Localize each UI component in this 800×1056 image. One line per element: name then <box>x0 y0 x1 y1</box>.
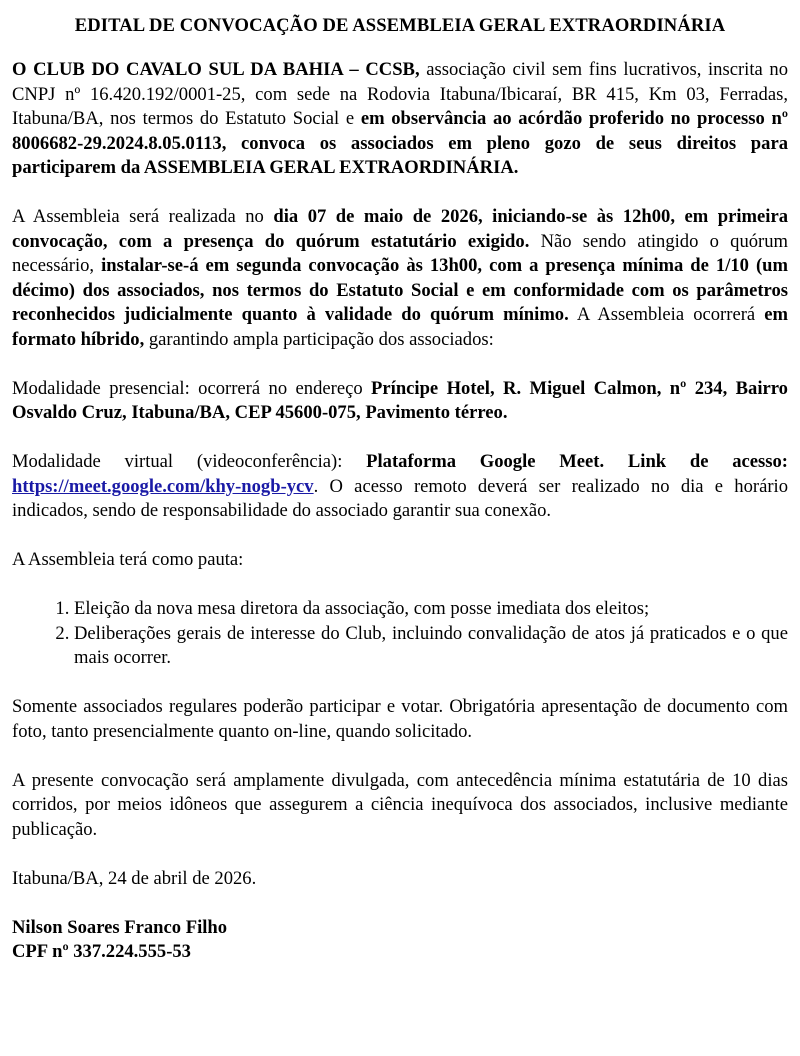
first-call-text: dia 07 de maio de 2026, iniciando-se às 12h00, em primeira convocação, com a presença do quórum estatutário exigido. <box>12 206 788 252</box>
signatory-name: Nilson Soares Franco Filho <box>12 916 228 938</box>
hybrid-format-text: em formato híbrido, <box>12 304 788 350</box>
agenda-item: 2. Deliberações gerais de interesse do Club, incluindo convalidação de atos já praticados e o que mais ocorrer. <box>74 622 788 671</box>
paragraph-agenda-intro: A Assembleia terá como pauta: <box>12 549 244 570</box>
agenda-item: 1. Eleição da nova mesa diretora da associação, com posse imediata dos eleitos; <box>74 597 788 622</box>
organization-name: O CLUB DO CAVALO SUL DA BAHIA – CCSB, <box>12 59 420 80</box>
second-call-text: instalar-se-á em segunda convocação às 13h00, com a presença mínima de 1/10 (um décimo) dos associados, nos termos do Estatuto Social e em conformidade com os parâmetros reconhecidos judicialmente quanto à validade do quórum mínimo. <box>12 255 788 325</box>
paragraph-in-person: Modalidade presencial: ocorrerá no endereço Príncipe Hotel, R. Miguel Calmon, nº 234, Bairro Osvaldo Cruz, Itabuna/BA, CEP 45600-075, Pavimento térreo. <box>12 377 788 423</box>
paragraph-eligibility: Somente associados regulares poderão participar e votar. Obrigatória apresentação de documento com foto, tanto presencialmente quanto on-line, quando solicitado. <box>12 696 788 742</box>
paragraph-schedule: A Assembleia será realizada no dia 07 de maio de 2026, iniciando-se às 12h00, em primeira convocação, com a presença do quórum estatutário exigido. Não sendo atingido o quórum necessário, instalar-se-á em segunda convocação às 13h00, com a presença mínima de 1/10 (um décimo) dos associados, nos termos do Estatuto Social e em conformidade com os parâmetros reconhecidos judicialmente quanto à validade do quórum mínimo. A Assembleia ocorrerá em formato híbrido, garantindo ampla participação dos associados: <box>12 206 788 350</box>
paragraph-convocation: O CLUB DO CAVALO SUL DA BAHIA – CCSB, associação civil sem fins lucrativos, inscrita no CNPJ nº 16.420.192/0001-25, com sede na Rodovia Itabuna/Ibicaraí, BR 415, Km 03, Ferradas, Itabuna/BA, nos termos do Estatuto Social e em observância ao acórdão proferido no processo nº 8006682-29.2024.8.05.0113, convoca os associados em pleno gozo de seus direitos para participarem da ASSEMBLEIA GERAL EXTRAORDINÁRIA. <box>12 59 789 178</box>
agenda-list <box>12 597 788 671</box>
document-title: EDITAL DE CONVOCAÇÃO DE ASSEMBLEIA GERAL EXTRAORDINÁRIA <box>74 15 726 36</box>
platform-text: Plataforma Google Meet. Link de acesso: <box>366 451 788 472</box>
document-page <box>12 0 788 965</box>
signatory-cpf: CPF nº 337.224.555-53 <box>12 941 191 962</box>
place-date: Itabuna/BA, 24 de abril de 2026. <box>12 867 257 889</box>
court-decision-text: em observância ao acórdão proferido no processo nº 8006682-29.2024.8.05.0113, convoca os associados em pleno gozo de seus direitos para participarem da ASSEMBLEIA GERAL EXTRAORDINÁRIA. <box>12 108 788 178</box>
paragraph-publicity: A presente convocação será amplamente divulgada, com antecedência mínima estatutária de 10 dias corridos, por meios idôneos que assegurem a ciência inequívoca dos associados, inclusive mediante publicação. <box>12 769 788 840</box>
venue-address: Príncipe Hotel, R. Miguel Calmon, nº 234, Bairro Osvaldo Cruz, Itabuna/BA, CEP 45600-075, Pavimento térreo. <box>12 377 788 423</box>
paragraph-virtual: Modalidade virtual (videoconferência): Plataforma Google Meet. Link de acesso: https://meet.google.com/khy-nogb-ycv. O acesso remoto deverá ser realizado no dia e horário indicados, sendo de responsabilidade do associado garantir sua conexão. <box>12 451 788 521</box>
meet-link[interactable]: https://meet.google.com/khy-nogb-ycv <box>12 475 314 497</box>
